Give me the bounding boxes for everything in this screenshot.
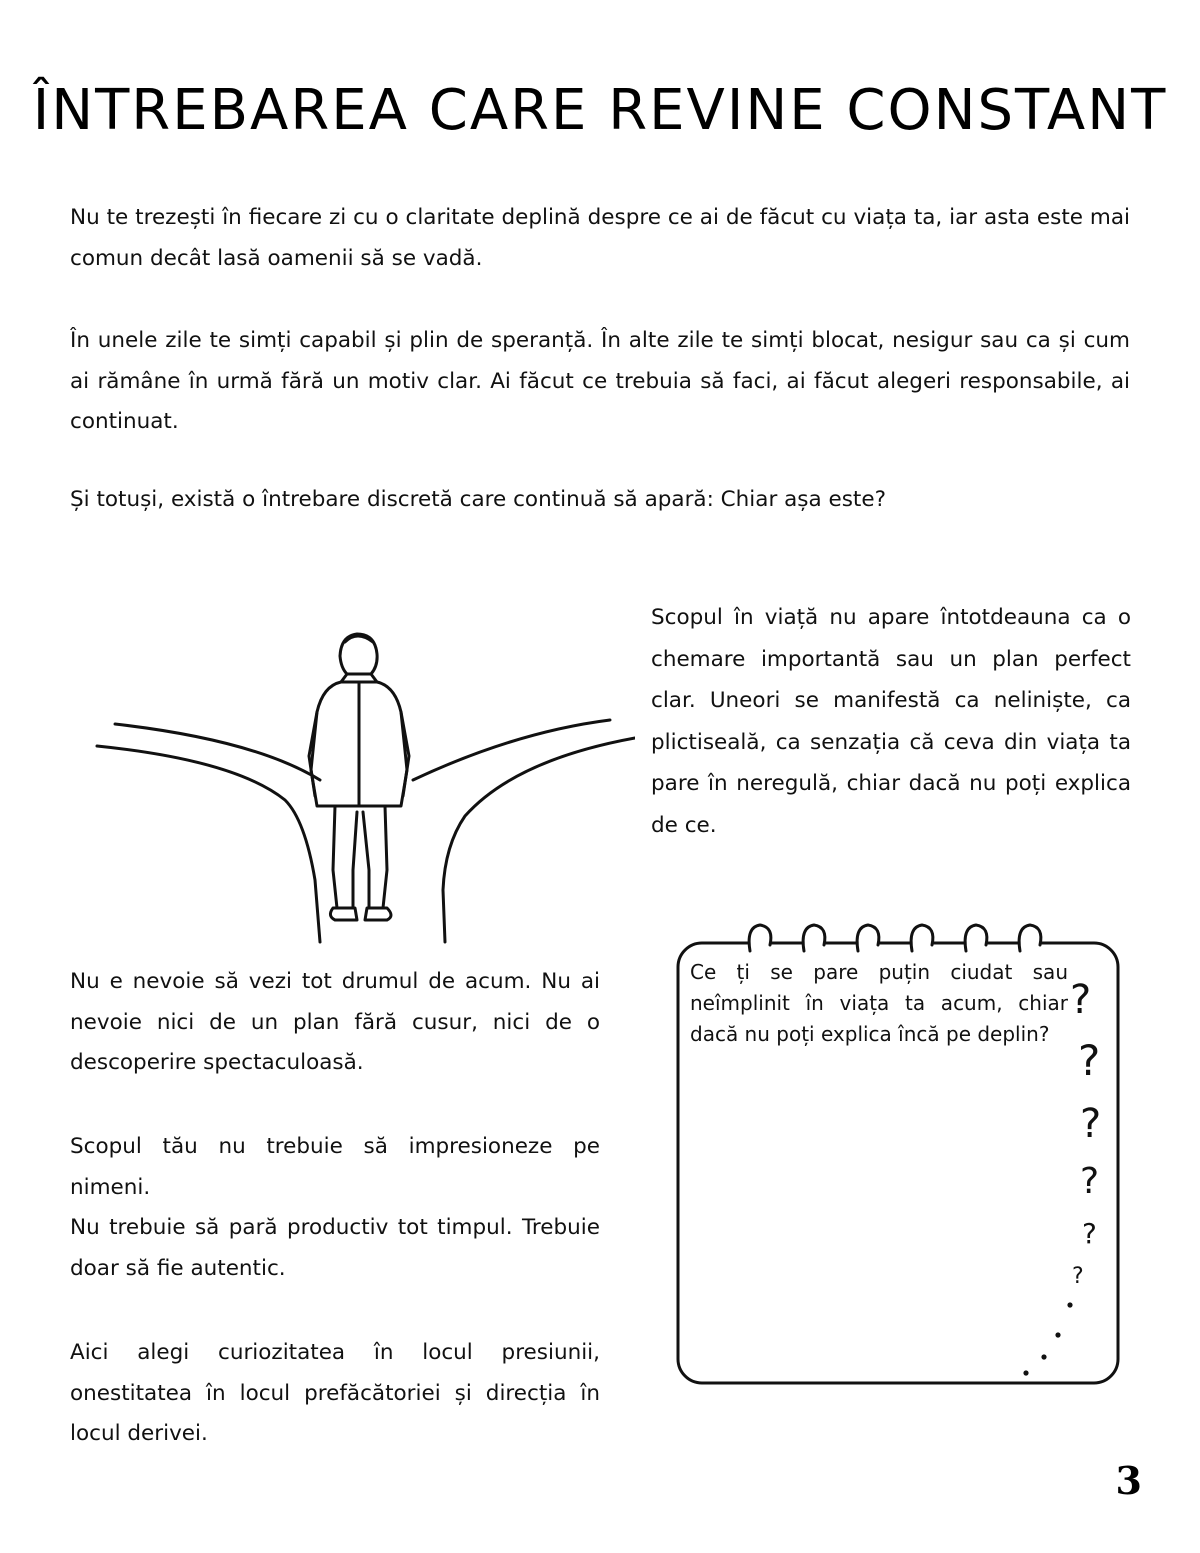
intro-paragraph-1: Nu te trezești în fiecare zi cu o claritate deplină despre ce ai de făcut cu viața ta, iar asta este mai comun decât lasă oamenii să se vadă. — [70, 205, 1130, 271]
intro-paragraph-2: În unele zile te simți capabil și plin de speranță. În alte zile te simți blocat, nesigur sau ca și cum ai rămâne în urmă fără un motiv clar. Ai făcut ce trebuia să faci, ai făcut alegeri responsabile, ai continuat. — [70, 328, 1130, 434]
left-column-paragraph-1: Nu e nevoie să vezi tot drumul de acum. Nu ai nevoie nici de un plan fără cusur, nici de o descoperire spectaculoasă. — [70, 969, 600, 1075]
svg-text:?: ? — [1080, 1161, 1100, 1202]
svg-text:?: ? — [1078, 1036, 1101, 1085]
svg-text:?: ? — [1072, 1264, 1084, 1289]
page-number: 3 — [1115, 1458, 1142, 1503]
left-column-paragraph-2-line-1: Scopul tău nu trebuie să impresioneze pe nimeni. — [70, 1134, 600, 1200]
page-title: ÎNTREBAREA CARE REVINE CONSTANT — [32, 78, 1168, 143]
left-column-paragraph-2-line-2: Nu trebuie să pară productiv tot timpul. Trebuie doar să fie autentic. — [70, 1215, 600, 1281]
svg-text:?: ? — [1082, 1217, 1097, 1250]
right-column-paragraph: Scopul în viață nu apare întotdeauna ca o chemare importantă sau un plan perfect clar. Uneori se manifestă ca neliniște, ca plictiseală, ca senzația că ceva din viața ta pare în neregulă, chiar dacă nu poți explica de ce. — [651, 605, 1131, 838]
person-at-crossroads-icon — [95, 620, 635, 950]
left-column-paragraph-2 — [70, 1127, 600, 1289]
left-column-paragraph-3: Aici alegi curiozitatea în locul presiunii, onestitatea în locul prefăcătoriei și direcția în locul derivei. — [70, 1340, 600, 1446]
intro-paragraph-3: Și totuși, există o întrebare discretă care continuă să apară: Chiar așa este? — [70, 487, 887, 512]
svg-text:?: ? — [1070, 977, 1092, 1023]
spiral-binding-icon — [749, 925, 1041, 951]
svg-text:?: ? — [1080, 1101, 1102, 1147]
reflection-prompt: Ce ți se pare puțin ciudat sau neîmplinit în viața ta acum, chiar dacă nu poți explica încă pe deplin? — [690, 960, 1068, 1046]
